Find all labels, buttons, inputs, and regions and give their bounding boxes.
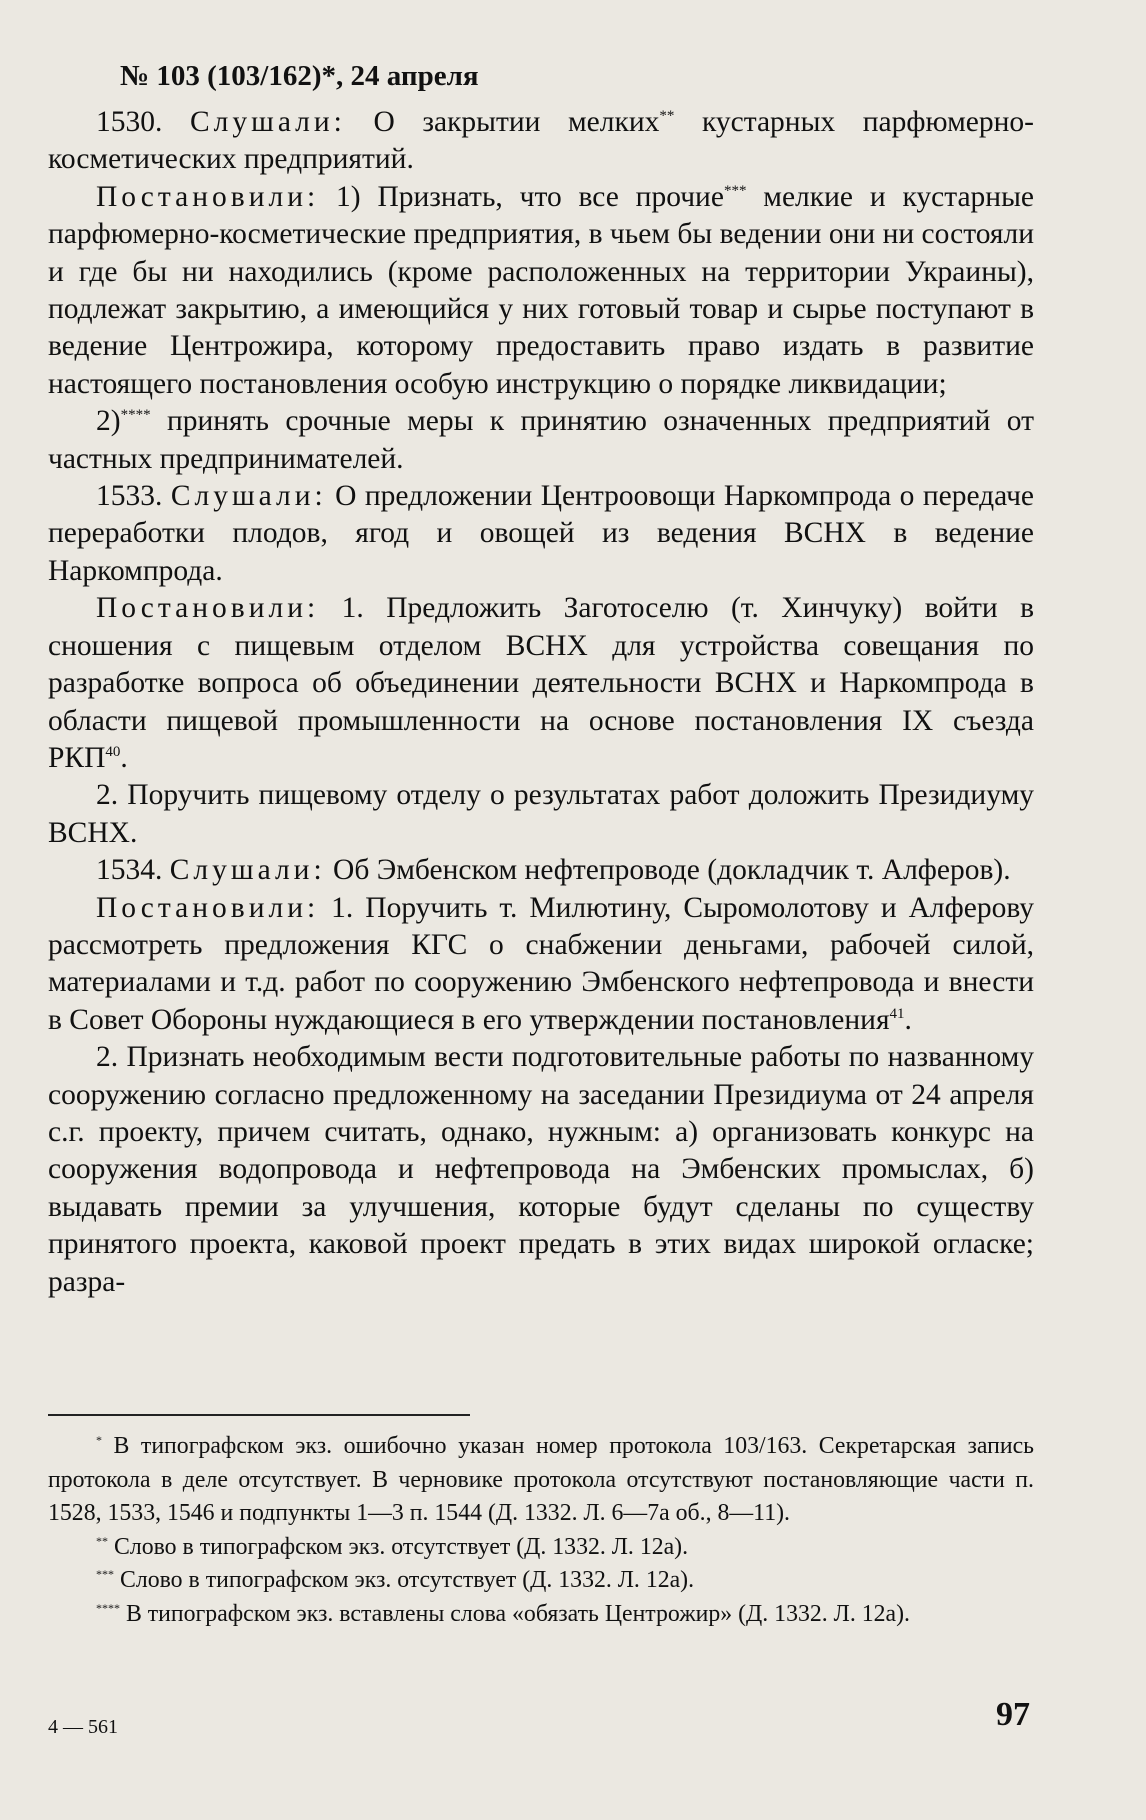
resolved-label: Постановили: [96,592,320,625]
endnote-mark: 41 [889,1005,905,1022]
item-1534-resolved-2: 2. Признать необходимым вести подготовительные работы по названному сооружению согласно предложенному на заседании Президиума от 24 апреля с.г. проекту, причем считать, однако, нужным: а) организовать конкурс на сооружения водопровода и нефтепровода на Эмбенских промыслах, б) выдавать премии за улучшения, которые будут сделаны по существу принятого проекта, каковой проект предать в этих видах широкой огласке; разра- [48,1041,1034,1298]
footnote: **** В типографском экз. вставлены слова «обязать Центрожир» (Д. 1332. Л. 12а). [96,1600,910,1627]
item-1530-resolved: Постановили: 1) Признать, что все прочие*** мелкие и кустарные парфюмерно-косметические предприятия, в чьем бы ведении они ни состояли и где бы ни находились (кроме расположенных на территории Украины), подлежат закрытию, а имеющийся у них готовый товар и сырье поступают в ведение Центрожира, которому предоставить право издать в развитие настоящего постановления особую инструкцию о порядке ликвидации; [48,180,1034,400]
item-1534-resolved: Постановили: 1. Поручить т. Милютину, Сыромолотову и Алферову рассмотреть предложения КГС о снабжении деньгами, рабочей силой, материалами и т.д. работ по сооружению Эмбенского нефтепровода и внести в Совет Обороны нуждающиеся в его утверждении постановления$^{41}$. [48,891,1034,1036]
item-1534-heard: 1534. Слушали: Об Эмбенском нефтепроводе (докладчик т. Алферов). [96,854,1011,887]
resolved-label: Постановили: [96,180,320,213]
item-1530-heard: 1530. Слушали: О закрытии мелких** кустарных парфюмерно-косметических предприятий. [48,106,1034,176]
footnote: ** Слово в типографском экз. отсутствует (Д. 1332. Л. 12а). [96,1533,689,1560]
main-text [48,56,1034,1301]
footnote: *** Слово в типографском экз. отсутствует (Д. 1332. Л. 12а). [96,1567,695,1593]
printer-signature: 4 — 561 [48,1716,118,1738]
endnote-mark: 40 [105,744,121,761]
footnote-mark: *** [723,182,747,199]
footnotes [48,1430,1034,1631]
item-1530-resolved-2: 2)**** принять срочные меры к принятию означенных предприятий от частных предпринимателей. [48,405,1034,475]
item-1533-resolved: Постановили: 1. Предложить Заготоселю (т. Хинчуку) войти в сношения с пищевым отделом ВСНХ для устройства совещания по разработке вопроса об объединении деятельности ВСНХ и Наркомпрода в области пищевой промышленности на основе постановления IX съезда РКП$^{40}$. [48,592,1034,774]
footnote-divider [48,1414,470,1416]
footnote-mark: **** [120,407,151,424]
footnote-mark: ** [659,108,675,125]
page-number: 97 [996,1696,1030,1733]
item-1533-resolved-2: 2. Поручить пищевому отделу о результатах работ доложить Президиуму ВСНХ. [48,779,1034,849]
footnote: * В типографском экз. ошибочно указан номер протокола 103/163. Секретарская запись протокола в деле отсутствует. В черновике протокола отсутствуют постановляющие части п. 1528, 1533, 1546 и подпункты 1—3 п. 1544 (Д. 1332. Л. 6—7а об., 8—11). [48,1433,1034,1526]
item-1533-heard: 1533. Слушали: О предложении Центроовощи Наркомпрода о передаче переработки плодов, ягод и овощей из ведения ВСНХ в ведение Наркомпрода. [48,480,1034,587]
protocol-heading: № 103 (103/162)*, 24 апреля [120,60,479,92]
heard-label: Слушали: [189,106,346,138]
resolved-label: Постановили: [96,891,320,924]
heard-label: Слушали: [169,854,326,887]
heard-label: Слушали: [170,480,327,513]
